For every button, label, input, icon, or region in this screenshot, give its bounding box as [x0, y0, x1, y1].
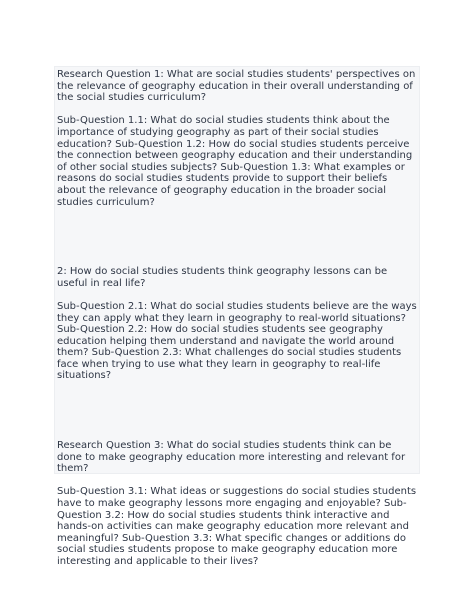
- paragraph-gap: [57, 104, 417, 116]
- section-gap: [57, 208, 417, 266]
- research-question-1-subquestions: Sub-Question 1.1: What do social studies students think about the importance of studying geography as part of their social studies education? Sub-Question 1.2: How do social studies students perceive the connection between geography education and their understanding of other social studies subjects? Sub-Question 1.3: What examples or reasons do social studies students provide to support their beliefs about the relevance of geography education in the broader social studies curriculum?: [57, 115, 413, 208]
- paragraph-gap: [57, 289, 417, 301]
- research-question-3: Research Question 3: What do social studies students think can be done to make geography education more interesting and relevant for them?: [57, 440, 406, 475]
- section-gap: [57, 382, 417, 440]
- research-question-2: 2: How do social studies students think geography lessons can be useful in real life?: [57, 266, 388, 289]
- research-question-1: Research Question 1: What are social studies students' perspectives on the relevance of geography education in their overall understanding of the social studies curriculum?: [57, 69, 416, 104]
- paragraph-gap: [57, 475, 417, 487]
- research-question-2-subquestions: Sub-Question 2.1: What do social studies students believe are the ways they can apply what they learn in geography to real-world situations? Sub-Question 2.2: How do social studies students see geography education helping them understand and navigate the world around them? Sub-Question 2.3: What challenges do social studies students face when trying to use what they learn in geography to real-life situations?: [57, 300, 417, 382]
- research-question-3-subquestions: Sub-Question 3.1: What ideas or suggestions do social studies students have to make geography lessons more engaging and enjoyable? Sub-Question 3.2: How do social studies students think interactive and hands-on activities can make geography education more relevant and meaningful? Sub-Question 3.3: What specific changes or additions do social studies students propose to make geography education more interesting and applicable to their lives?: [57, 486, 417, 567]
- document-text-box: [54, 66, 420, 567]
